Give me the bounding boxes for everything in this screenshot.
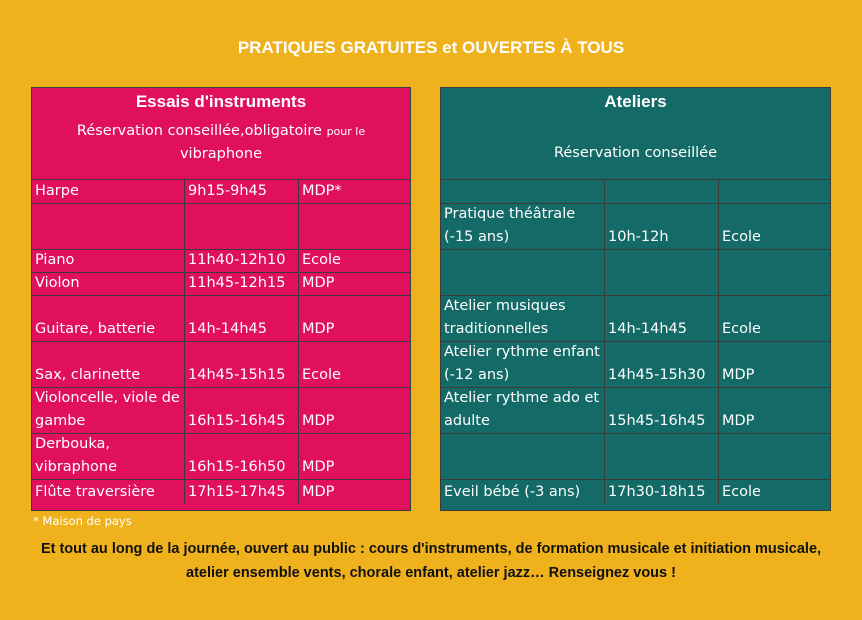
ateliers-row: [441, 250, 830, 296]
essais-time-cell: 9h15-9h45: [184, 180, 298, 203]
ateliers-name-cell: Atelier rythme enfant (-12 ans): [444, 344, 600, 383]
essais-time-cell: 11h45-12h15: [184, 273, 298, 295]
ateliers-name-cell: Pratique théâtrale (-15 ans): [444, 206, 576, 245]
ateliers-name-cell: Atelier musiques traditionnelles: [444, 298, 566, 337]
ateliers-time-cell: 15h45-16h45: [604, 388, 718, 433]
ateliers-row: [441, 480, 830, 504]
essais-name-cell: Flûte traversière: [35, 484, 155, 500]
essais-subtitle: [32, 120, 410, 165]
ateliers-panel: [440, 87, 831, 511]
ateliers-header: [441, 88, 830, 180]
essais-row: [32, 273, 410, 296]
ateliers-row: [441, 342, 830, 388]
essais-place-cell: MDP: [298, 388, 410, 433]
essais-time-cell: 14h45-15h15: [184, 342, 298, 387]
essais-header: [32, 88, 410, 180]
ateliers-row: [441, 204, 830, 250]
ateliers-name-cell: [441, 180, 604, 203]
ateliers-subtitle: Réservation conseillée: [553, 145, 718, 161]
ateliers-place-cell: Ecole: [718, 296, 830, 341]
ateliers-time-cell: [604, 180, 718, 203]
essais-place-cell: MDP: [298, 480, 410, 504]
essais-row: [32, 342, 410, 388]
essais-place-cell: MDP*: [298, 180, 410, 203]
essais-title: Essais d'instruments: [135, 92, 307, 111]
ateliers-name-cell: [441, 250, 604, 295]
essais-subtitle-small: pour le: [326, 125, 366, 138]
essais-row: [32, 180, 410, 204]
essais-name-cell: Guitare, batterie: [35, 321, 156, 337]
ateliers-row: [441, 296, 830, 342]
ateliers-place-cell: Ecole: [718, 204, 830, 249]
ateliers-place-cell: MDP: [718, 388, 830, 433]
ateliers-name-cell: Atelier rythme ado et adulte: [444, 390, 600, 429]
essais-row: [32, 296, 410, 342]
essais-place-cell: Ecole: [298, 342, 410, 387]
ateliers-time-cell: 17h30-18h15: [604, 480, 718, 504]
essais-time-cell: 16h15-16h50: [184, 434, 298, 479]
ateliers-row: [441, 180, 830, 204]
essais-place-cell: MDP: [298, 296, 410, 341]
ateliers-place-cell: Ecole: [718, 480, 830, 504]
ateliers-row: [441, 388, 830, 434]
essais-time-cell: 11h40-12h10: [184, 250, 298, 272]
essais-time-cell: 16h15-16h45: [184, 388, 298, 433]
essais-row: [32, 388, 410, 434]
essais-row: [32, 204, 410, 250]
ateliers-time-cell: 14h45-15h30: [604, 342, 718, 387]
ateliers-place-cell: [718, 250, 830, 295]
essais-time-cell: 14h-14h45: [184, 296, 298, 341]
essais-name-cell: Violon: [35, 275, 80, 291]
ateliers-time-cell: 10h-12h: [604, 204, 718, 249]
essais-row: [32, 250, 410, 273]
ateliers-time-cell: [604, 434, 718, 479]
ateliers-row: [441, 434, 830, 480]
essais-time-cell: [184, 204, 298, 249]
essais-place-cell: [298, 204, 410, 249]
essais-subtitle-end: vibraphone: [179, 146, 263, 162]
essais-panel: [31, 87, 411, 511]
ateliers-time-cell: [604, 250, 718, 295]
essais-name-cell: Sax, clarinette: [35, 367, 141, 383]
essais-time-cell: 17h15-17h45: [184, 480, 298, 504]
essais-place-cell: Ecole: [298, 250, 410, 272]
essais-name-cell: Piano: [35, 252, 75, 268]
essais-name-cell: Violoncelle, viole de gambe: [35, 390, 180, 429]
essais-name-cell: Harpe: [35, 183, 79, 199]
essais-name-cell: Derbouka, vibraphone: [35, 436, 118, 475]
ateliers-place-cell: [718, 180, 830, 203]
essais-subtitle-main: Réservation conseillée,obligatoire: [76, 123, 322, 139]
essais-row: [32, 434, 410, 480]
footnote: * Maison de pays: [33, 514, 132, 528]
ateliers-time-cell: 14h-14h45: [604, 296, 718, 341]
ateliers-name-cell: [441, 434, 604, 479]
essais-place-cell: MDP: [298, 273, 410, 295]
essais-name-cell: [32, 204, 184, 249]
ateliers-place-cell: MDP: [718, 342, 830, 387]
essais-place-cell: MDP: [298, 434, 410, 479]
ateliers-title: Ateliers: [604, 92, 667, 111]
ateliers-name-cell: Eveil bébé (-3 ans): [444, 484, 581, 500]
footer-text: Et tout au long de la journée, ouvert au public : cours d'instruments, de formation musicale et initiation musicale, atelier ensemble vents, chorale enfant, atelier jazz… Renseignez vous !: [40, 541, 822, 581]
ateliers-place-cell: [718, 434, 830, 479]
essais-row: [32, 480, 410, 504]
page-title: PRATIQUES GRATUITES et OUVERTES À TOUS: [237, 38, 625, 57]
